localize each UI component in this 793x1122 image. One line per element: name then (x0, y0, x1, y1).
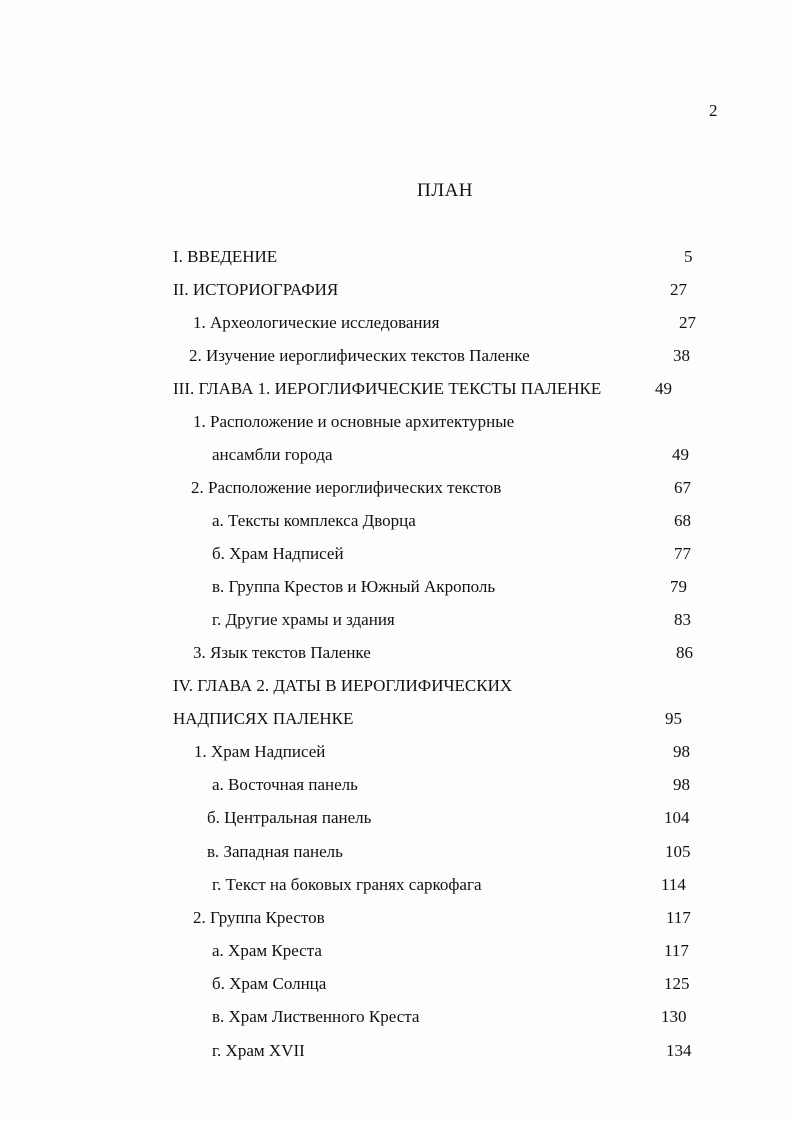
toc-entry-text: ансамбли города (212, 445, 333, 464)
toc-entry-page: 68 (674, 511, 691, 530)
toc-entry-page: 104 (664, 808, 690, 827)
toc-entry-text: 3. Язык текстов Паленке (193, 643, 371, 662)
toc-entry-page: 49 (655, 379, 672, 398)
toc-entry-text: а. Тексты комплекса Дворца (212, 511, 416, 530)
toc-entry-page: 83 (674, 610, 691, 629)
toc-entry-text: б. Центральная панель (207, 808, 372, 827)
toc-entry-page: 49 (672, 445, 689, 464)
toc-entry-text: г. Другие храмы и здания (212, 610, 395, 629)
toc-entry-page: 117 (664, 941, 689, 960)
toc-entry-page: 5 (684, 247, 693, 266)
toc-entry-page: 67 (674, 478, 691, 497)
toc-entry-text: б. Храм Надписей (212, 544, 344, 563)
toc-entry-page: 95 (665, 709, 682, 728)
toc-entry-page: 134 (666, 1041, 692, 1060)
toc-entry-page: 79 (670, 577, 687, 596)
toc-entry-text: а. Храм Креста (212, 941, 322, 960)
toc-entry-text: г. Храм XVII (212, 1041, 305, 1060)
toc-entry-text: 1. Археологические исследования (193, 313, 440, 332)
toc-entry-text: в. Группа Крестов и Южный Акрополь (212, 577, 496, 596)
toc-entry-text: б. Храм Солнца (212, 974, 327, 993)
toc-entry-text: III. ГЛАВА 1. ИЕРОГЛИФИЧЕСКИЕ ТЕКСТЫ ПАЛЕНКЕ (173, 379, 602, 398)
toc-entry-text: 2. Изучение иероглифических текстов Паленке (189, 346, 530, 365)
toc-entry-page: 86 (676, 643, 693, 662)
toc-entry-text: а. Восточная панель (212, 775, 358, 794)
toc-entry-page: 117 (666, 908, 691, 927)
page-title: ПЛАН (416, 180, 474, 201)
toc-entry-page: 130 (661, 1007, 687, 1026)
toc-entry-text: в. Храм Лиственного Креста (212, 1007, 420, 1026)
toc-entry-page: 98 (673, 775, 690, 794)
toc-entry-page: 125 (664, 974, 690, 993)
toc-entry-page: 114 (661, 875, 686, 894)
toc-entry-page: 77 (674, 544, 691, 563)
toc-entry-page: 105 (665, 842, 691, 861)
toc-entry-text: 2. Расположение иероглифических текстов (191, 478, 502, 497)
toc-entry-text: IV. ГЛАВА 2. ДАТЫ В ИЕРОГЛИФИЧЕСКИХ (173, 676, 513, 695)
toc-entry-text: 1. Расположение и основные архитектурные (193, 412, 515, 431)
toc-entry-page: 38 (673, 346, 690, 365)
toc-entry-text: I. ВВЕДЕНИЕ (173, 247, 278, 266)
toc-entry-text: г. Текст на боковых гранях саркофага (212, 875, 482, 894)
toc-entry-text: НАДПИСЯХ ПАЛЕНКЕ (173, 709, 354, 728)
toc-entry-page: 98 (673, 742, 690, 761)
toc-entry-text: в. Западная панель (207, 842, 343, 861)
toc-entry-page: 27 (679, 313, 696, 332)
toc-entry-page: 27 (670, 280, 687, 299)
toc-entry-text: 2. Группа Крестов (193, 908, 325, 927)
page-number: 2 (709, 101, 718, 120)
toc-entry-text: 1. Храм Надписей (194, 742, 326, 761)
toc-entry-text: II. ИСТОРИОГРАФИЯ (173, 280, 339, 299)
